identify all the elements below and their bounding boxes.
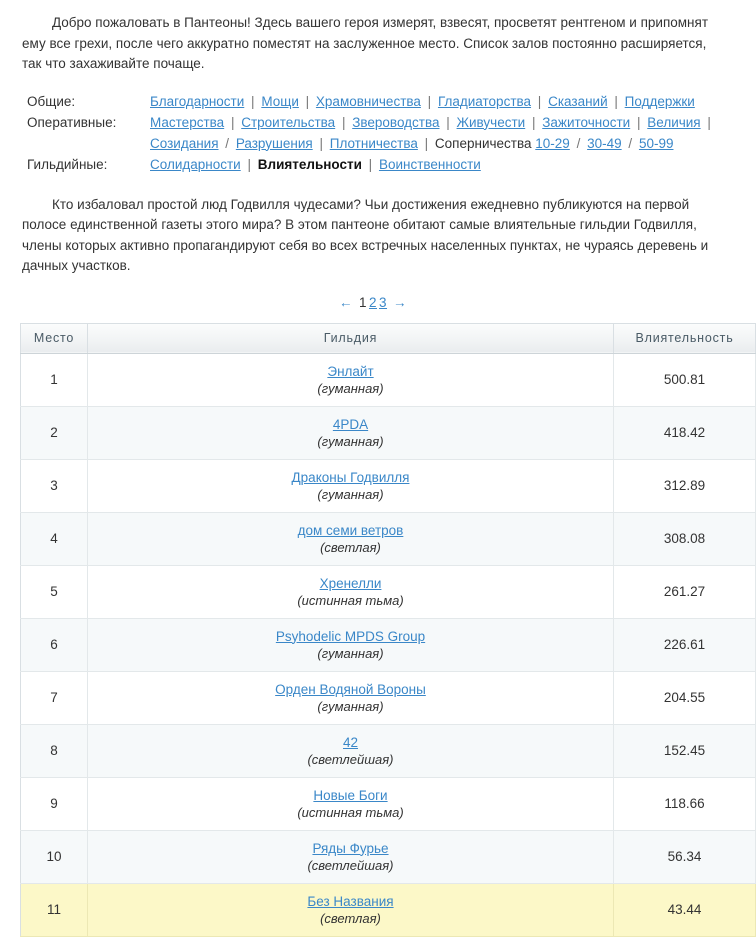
hall-link[interactable]: Воинственности <box>378 156 481 172</box>
cell-rank: 9 <box>21 777 88 830</box>
pagination-pages <box>358 295 388 310</box>
hall-separator: | <box>537 93 542 109</box>
guild-alignment: (гуманная) <box>317 380 384 396</box>
cell-guild <box>88 512 614 565</box>
intro-paragraph-1: Добро пожаловать в Пантеоны! Здесь вашего героя измерят, взвесят, просветят рентгеном и припомнят ему все грехи, после чего аккуратно поместят на заслуженное место. Список залов постоянно расширяется, так что захаживайте почаще. <box>22 15 709 71</box>
hall-separator: | <box>319 135 323 151</box>
table-row <box>21 565 756 618</box>
hall-link[interactable]: Солидарности <box>150 156 241 172</box>
hall-separator: / <box>225 135 230 151</box>
guild-alignment: (истинная тьма) <box>297 804 404 820</box>
hall-category-label: Гильдийные: <box>27 156 108 172</box>
table-row <box>21 724 756 777</box>
hall-link[interactable]: Благодарности <box>150 93 245 109</box>
column-header-guild: Гильдия <box>88 323 614 353</box>
hall-link[interactable]: Плотничества <box>329 135 418 151</box>
table-row <box>21 618 756 671</box>
table-header-row <box>21 323 756 353</box>
hall-link[interactable]: Зажиточности <box>542 114 631 130</box>
hall-separator: | <box>341 114 346 130</box>
hall-link[interactable]: Строительства <box>241 114 336 130</box>
guild-link[interactable]: 42 <box>342 734 359 750</box>
guild-link[interactable]: Драконы Годвилля <box>291 469 410 485</box>
table-row <box>21 512 756 565</box>
guild-alignment: (светлая) <box>320 910 381 926</box>
table-row <box>21 406 756 459</box>
guild-link[interactable]: Psyhodelic MPDS Group <box>275 628 426 644</box>
hall-separator: | <box>305 93 310 109</box>
cell-rank: 5 <box>21 565 88 618</box>
table-row-highlighted <box>21 883 756 936</box>
hall-link[interactable]: 50-99 <box>638 135 674 151</box>
guild-alignment: (истинная тьма) <box>297 592 404 608</box>
cell-guild <box>88 883 614 936</box>
table-row <box>21 830 756 883</box>
guild-alignment: (гуманная) <box>317 698 384 714</box>
pagination-page-link[interactable]: 2 <box>368 294 377 310</box>
column-header-value: Влиятельность <box>614 323 756 353</box>
hall-plain-text: Соперничества <box>434 135 532 151</box>
cell-rank: 11 <box>21 883 88 936</box>
cell-influence: 261.27 <box>614 565 756 618</box>
guild-link[interactable]: 4PDA <box>332 416 369 432</box>
table-head <box>21 323 756 353</box>
pagination-next-arrow[interactable]: → <box>393 294 408 310</box>
hall-link[interactable]: Мощи <box>261 93 299 109</box>
hall-links-general <box>150 91 746 112</box>
pagination-page-current: 1 <box>358 294 367 310</box>
pagination-prev-arrow[interactable]: ← <box>338 294 353 310</box>
cell-rank: 2 <box>21 406 88 459</box>
hall-separator: | <box>424 135 429 151</box>
table-row <box>21 353 756 406</box>
cell-guild <box>88 353 614 406</box>
cell-rank: 8 <box>21 724 88 777</box>
cell-rank: 3 <box>21 459 88 512</box>
guild-alignment: (светлейшая) <box>307 857 394 873</box>
hall-row <box>27 154 746 175</box>
cell-guild <box>88 618 614 671</box>
hall-navigation <box>0 91 756 175</box>
ranking-table-wrapper <box>20 323 756 937</box>
hall-separator: / <box>628 135 633 151</box>
cell-rank: 10 <box>21 830 88 883</box>
cell-influence: 500.81 <box>614 353 756 406</box>
cell-influence: 312.89 <box>614 459 756 512</box>
hall-link[interactable]: Звероводства <box>352 114 440 130</box>
column-header-rank: Место <box>21 323 88 353</box>
guild-link[interactable]: Энлайт <box>327 363 374 379</box>
hall-separator: | <box>636 114 641 130</box>
hall-link[interactable]: Разрушения <box>235 135 313 151</box>
guild-alignment: (гуманная) <box>317 433 384 449</box>
hall-link[interactable]: Живучести <box>456 114 526 130</box>
cell-rank: 4 <box>21 512 88 565</box>
cell-guild <box>88 406 614 459</box>
hall-link[interactable]: Созидания <box>150 135 219 151</box>
cell-guild <box>88 671 614 724</box>
hall-separator: | <box>251 93 255 109</box>
ranking-table <box>20 323 756 937</box>
hall-separator: | <box>230 114 235 130</box>
pagination-page-link[interactable]: 3 <box>379 294 388 310</box>
hall-separator: | <box>427 93 432 109</box>
hall-link[interactable]: 30-49 <box>587 135 622 151</box>
hall-separator: | <box>368 156 373 172</box>
cell-influence: 226.61 <box>614 618 756 671</box>
guild-alignment: (светлая) <box>320 539 381 555</box>
hall-separator: | <box>531 114 536 130</box>
cell-rank: 6 <box>21 618 88 671</box>
hall-links-operative <box>150 112 746 154</box>
table-row <box>21 777 756 830</box>
hall-category-label: Оперативные: <box>27 114 117 130</box>
hall-separator: | <box>446 114 450 130</box>
hall-separator: | <box>614 93 618 109</box>
cell-influence: 43.44 <box>614 883 756 936</box>
guild-link[interactable]: Ряды Фурье <box>312 840 389 856</box>
hall-link-active: Влиятельности <box>257 156 362 172</box>
cell-influence: 152.45 <box>614 724 756 777</box>
cell-influence: 308.08 <box>614 512 756 565</box>
table-row <box>21 459 756 512</box>
cell-rank: 7 <box>21 671 88 724</box>
cell-influence: 418.42 <box>614 406 756 459</box>
intro-paragraph-2: Кто избаловал простой люд Годвилля чудесами? Чьи достижения ежедневно публикуются на первой полосе единственной газеты этого мира? В этом пантеоне обитают самые влиятельные гильдии Годвилля, члены которых активно пропагандируют себя во всех встречных населенных пунктах, не чураясь деревень и дачных участков. <box>22 196 709 273</box>
guild-link[interactable]: Новые Боги <box>313 787 388 803</box>
cell-guild <box>88 777 614 830</box>
cell-influence: 56.34 <box>614 830 756 883</box>
table-body <box>21 353 756 936</box>
hall-link[interactable]: Гладиаторства <box>437 93 532 109</box>
guild-alignment: (гуманная) <box>317 645 384 661</box>
hall-link[interactable]: 10-29 <box>535 135 570 151</box>
guild-link[interactable]: Орден Водяной Вороны <box>275 681 426 697</box>
cell-guild <box>88 565 614 618</box>
hall-links-guild <box>150 154 746 175</box>
hall-separator: | <box>247 156 251 172</box>
cell-guild <box>88 724 614 777</box>
hall-link[interactable]: Поддержки <box>624 93 695 109</box>
hall-separator: / <box>576 135 581 151</box>
guild-alignment: (светлейшая) <box>307 751 394 767</box>
hall-link[interactable]: Мастерства <box>150 114 225 130</box>
guild-alignment: (гуманная) <box>317 486 384 502</box>
table-row <box>21 671 756 724</box>
cell-influence: 204.55 <box>614 671 756 724</box>
guild-link[interactable]: Хренелли <box>319 575 382 591</box>
guild-link[interactable]: дом семи ветров <box>297 522 404 538</box>
cell-guild <box>88 459 614 512</box>
hall-link[interactable]: Сказаний <box>548 93 608 109</box>
pagination <box>0 295 756 310</box>
cell-guild <box>88 830 614 883</box>
hall-row <box>27 91 746 112</box>
hall-link[interactable]: Храмовничества <box>315 93 421 109</box>
guild-link[interactable]: Без Названия <box>307 893 394 909</box>
cell-rank: 1 <box>21 353 88 406</box>
hall-category-label: Общие: <box>27 93 76 109</box>
hall-link[interactable]: Величия <box>647 114 701 130</box>
hall-row <box>27 112 746 154</box>
cell-influence: 118.66 <box>614 777 756 830</box>
hall-separator: | <box>707 114 711 130</box>
